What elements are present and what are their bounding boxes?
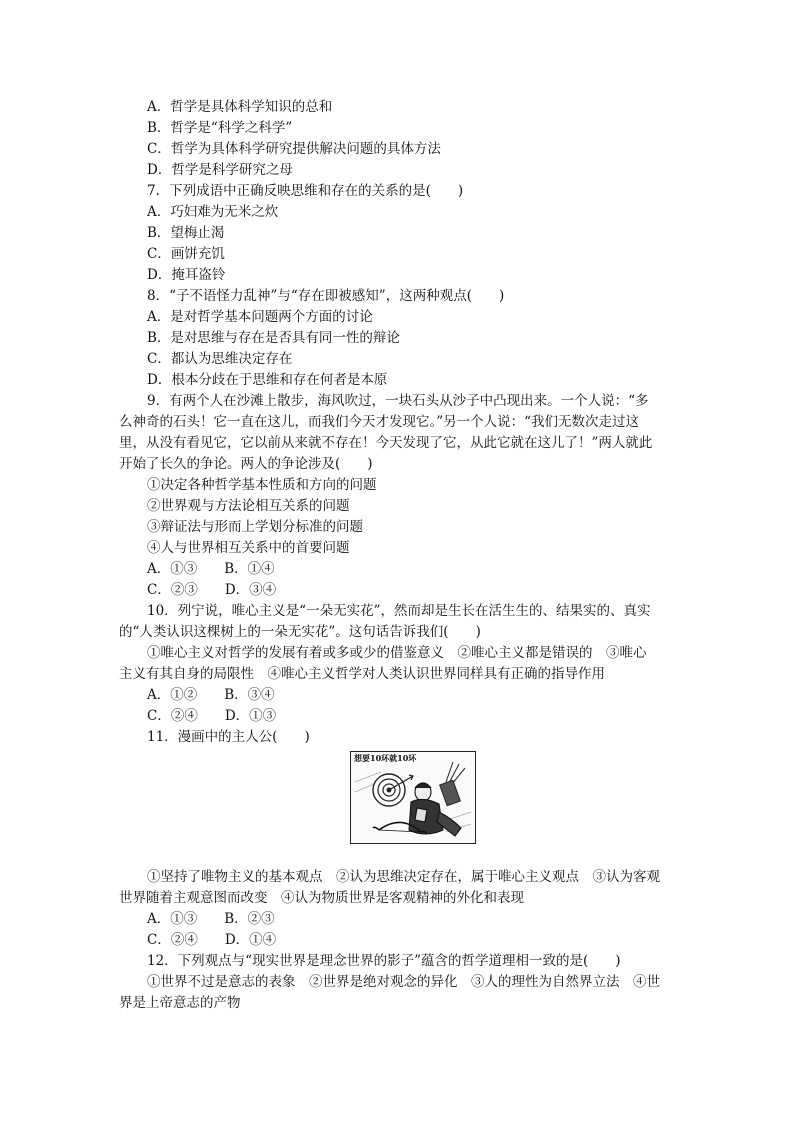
q10-choices-ab: A．①② B．③④ — [147, 687, 275, 703]
q11-items-line-2: 世界随着主观意图而改变 ④认为物质世界是客观精神的外化和表现 — [119, 890, 524, 906]
q9-item-3: ③辩证法与形而上学划分标准的问题 — [147, 519, 363, 535]
q6-option-c: C．哲学为具体科学研究提供解决问题的具体方法 — [147, 141, 441, 157]
q10-items-line-1: ①唯心主义对哲学的发展有着或多或少的借鉴意义 ②唯心主义都是错误的 ③唯心 — [147, 645, 647, 661]
archer-cartoon-illustration — [351, 752, 475, 843]
q9-choices-cd: C．②③ D．③④ — [147, 582, 277, 598]
q9-item-2: ②世界观与方法论相互关系的问题 — [147, 498, 350, 514]
q7-option-b: B．望梅止渴 — [147, 225, 225, 241]
q7-option-d: D．掩耳盗铃 — [147, 267, 226, 283]
q8-option-a: A．是对哲学基本问题两个方面的讨论 — [147, 309, 373, 325]
q9-stem-line-2: 么神奇的石头！它一直在这儿，而我们今天才发现它。”另一个人说：“我们无数次走过这 — [119, 414, 640, 430]
q9-item-4: ④人与世界相互关系中的首要问题 — [147, 540, 350, 556]
q12-stem: 12．下列观点与“现实世界是理念世界的影子”蕴含的哲学道理相一致的是( ) — [147, 953, 621, 969]
q9-item-1: ①决定各种哲学基本性质和方向的问题 — [147, 477, 377, 493]
q6-option-a: A．哲学是具体科学知识的总和 — [147, 99, 333, 115]
q10-stem-line-1: 10．列宁说，唯心主义是“一朵无实花”，然而却是生长在活生生的、结果实的、真实 — [147, 603, 651, 619]
q6-option-b: B．哲学是“科学之科学” — [147, 120, 293, 136]
q9-stem-line-1: 9．有两个人在沙滩上散步，海风吹过，一块石头从沙子中凸现出来。一个人说：“多 — [147, 393, 649, 409]
q8-option-c: C．都认为思维决定存在 — [147, 351, 293, 367]
q12-items-line-2: 界是上帝意志的产物 — [119, 995, 241, 1011]
q9-stem-line-3: 里，从没有看见它，它以前从来就不存在！今天发现了它，从此它就在这儿了！”两人就此 — [119, 435, 653, 451]
q11-items-line-1: ①坚持了唯物主义的基本观点 ②认为思维决定存在，属于唯心主义观点 ③认为客观 — [147, 869, 660, 885]
q7-option-a: A．巧妇难为无米之炊 — [147, 204, 279, 220]
q7-stem: 7．下列成语中正确反映思维和存在的关系的是( ) — [147, 183, 464, 199]
q6-option-d: D．哲学是科学研究之母 — [147, 162, 293, 178]
q10-choices-cd: C．②④ D．①③ — [147, 708, 277, 724]
q11-choices-ab: A．①③ B．②③ — [147, 911, 275, 927]
q7-option-c: C．画饼充饥 — [147, 246, 225, 262]
archer-cartoon — [350, 751, 476, 844]
q11-choices-cd: C．②④ D．①④ — [147, 932, 277, 948]
q8-option-d: D．根本分歧在于思维和存在何者是本原 — [147, 372, 388, 388]
q10-stem-line-2: 的“人类认识这棵树上的一朵无实花”。这句话告诉我们( ) — [119, 624, 481, 640]
q10-items-line-2: 主义有其自身的局限性 ④唯心主义哲学对人类认识世界同样具有正确的指导作用 — [119, 666, 605, 682]
cartoon-caption: 想要10环就10环 — [354, 753, 417, 763]
q9-choices-ab: A．①③ B．①④ — [147, 561, 275, 577]
q11-stem: 11．漫画中的主人公( ) — [147, 729, 310, 745]
q8-option-b: B．是对思维与存在是否具有同一性的辩论 — [147, 330, 400, 346]
q8-stem: 8．“子不语怪力乱神”与“存在即被感知”，这两种观点( ) — [147, 288, 505, 304]
q9-stem-line-4: 开始了长久的争论。两人的争论涉及( ) — [119, 456, 373, 472]
q12-items-line-1: ①世界不过是意志的表象 ②世界是绝对观念的异化 ③人的理性为自然界立法 ④世 — [147, 974, 660, 990]
